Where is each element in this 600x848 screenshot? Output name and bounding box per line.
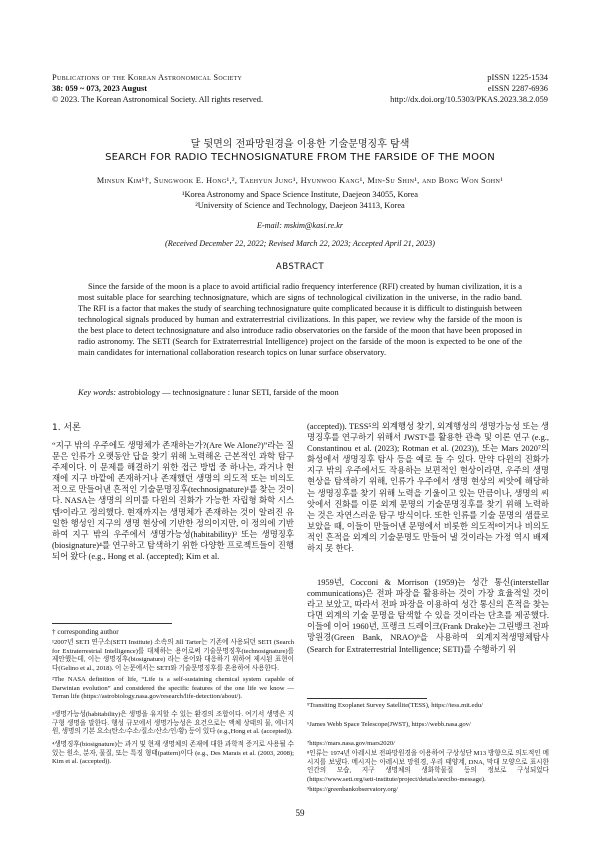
- volume-pages: 38: 059 ~ 073, 2023 August: [52, 84, 148, 93]
- author-list: Minsun Kim¹†, Sungwook E. Hong¹,², Taehyun Jung¹, Hyunwoo Kang¹, Min-Su Shin¹, and Bong Won Sohn¹: [96, 176, 504, 185]
- email: E-mail: mskim@kasi.re.kr: [256, 221, 344, 230]
- footnote-divider-right: [307, 698, 427, 699]
- footnote-5: ⁵Transiting Exoplanet Survey Satellite(TESS), https://tess.mit.edu/: [307, 702, 483, 709]
- title-english: SEARCH FOR RADIO TECHNOSIGNATURE FROM THE FARSIDE OF THE MOON: [105, 152, 495, 163]
- issn-block: [328, 72, 548, 105]
- copyright: © 2023. The Korean Astronomical Society. All rights reserved.: [52, 95, 264, 104]
- keywords-text: astrobiology — technosignature : lunar SETI, farside of the moon: [118, 388, 339, 397]
- footnote-9: ⁹https://greenbankobservatory.org/: [307, 786, 398, 793]
- abstract-heading: ABSTRACT: [275, 262, 325, 272]
- pissn: pISSN 1225-1534: [487, 73, 548, 82]
- affiliation-2: ²University of Science and Technology, Daejeon 34113, Korea: [195, 201, 405, 210]
- section-title: 1. 서론: [52, 423, 81, 433]
- eissn: eISSN 2287-6936: [487, 84, 548, 93]
- page-number: 59: [295, 808, 305, 818]
- keywords: [78, 388, 522, 397]
- footnote-8: ⁸인류는 1974년 아레시보 전파망원경을 이용하여 구상성단 M13 방향으로 의도적인 메시지를 보냈다. 메시지는 아레시보 망원경, 우리 태양계, DNA, 막대 모양으로 표시한 인간의 모습, 지구 생명체의 생화학물질 등의 정보로 구성되었다 (https://www.seti.org/seti-institute/project/details/arecibo-message).: [307, 750, 549, 783]
- footnote-1: ¹2007년 SETI 연구소(SETI Institute) 소속의 Jill Tarter는 기존에 사용되던 SETI (Search for Extraterrestrial Intelligence)를 대체하는 용어로써 기술문명징후(technosignature)를 제안했는데, 이는 생명징후(biosignature) 라는 용어와 대응하기 위하여 제시된 표현이다(Gelino et al., 2018). 이 논문에서는 SETI와 기술문명징후를 혼용하여 사용한다.: [52, 639, 294, 672]
- keywords-label: Key words:: [78, 388, 117, 397]
- corresponding-author-note: † corresponding author: [52, 628, 119, 636]
- footnote-3: ³생명가능성(habitability)은 생명을 유지할 수 있는 환경의 조합이다. 여기서 생명은 지구형 생명을 말한다. 행성 규모에서 생명가능성은 요건으로는 액체 상태의 물, 에너지원, 생명의 기본 요소(탄소/수소/질소/산소/인/황) 등이 있다 (e.g.,Hong et al. (accepted)).: [52, 711, 294, 736]
- footnote-2: ²The NASA definition of life, “Life is a self-sustaining chemical system capable of Darwinian evolution” and considered the specific features of the one life we know — Terran life (https://astrobiology.nasa.gov/research/life-detection/about/).: [52, 676, 294, 701]
- title-block: [40, 138, 560, 164]
- title-korean: 달 뒷면의 전파망원경을 이용한 기술문명징후 탐색: [190, 139, 410, 150]
- footnote-6: ⁶James Webb Space Telescope(JWST), https://webb.nasa.gov/: [307, 721, 471, 728]
- footnote-7: ⁷https://mars.nasa.gov/mars2020/: [307, 740, 396, 747]
- body-column-left: “지구 밖의 우주에도 생명체가 존재하는가?(Are We Alone?)”라는 질문은 인류가 오랫동안 답을 찾기 위해 노력해온 근본적인 과학 탐구 주제이다. 이 문제를 해결하기 위한 접근 방법 중 하나는, 과거나 현재에 지구 바깥에 존재하거나 존재했던 생명의 의도적 또는 비의도적으로 만들어낸 흔적인 기술문명징후(technosignature)¹를 찾는 것이다. NASA는 생명의 의미를 다윈의 진화가 가능한 자립형 화학 시스템²이라고 정의했다. 현재까지는 생명체가 존재하는 것이 알려진 유일한 행성인 지구의 생명 현상에 기반한 정의이지만, 이 정의에 기반하여 지구 밖의 우주에서 생명가능성(habitability)³ 또는 생명징후(biosignature)⁴를 연구하고 탐색하기 위한 다양한 프로젝트들이 진행되어 왔다 (e.g., Hong et al. (accepted); Kim et al.: [52, 441, 294, 561]
- doi-link[interactable]: http://dx.doi.org/10.5303/PKAS.2023.38.2.059: [390, 95, 548, 104]
- affiliations: [40, 189, 560, 211]
- journal-name: Publications of the Korean Astronomical Society: [52, 73, 243, 82]
- footnote-divider-left: [52, 623, 172, 624]
- abstract-body: Since the farside of the moon is a place to avoid artificial radio frequency interference (RFI) created by human civilization, it is a most suitable place for searching technosignature, which are signs of technological civilization in the universe, in the radio band. The RFI is a factor that makes the study of searching technosignature quite complicated because it is difficult to distinguish between technological signals produced by human and extraterrestrial civilizations. In this paper, we review why the farside of the moon is the best place to detect technosignature and also introduce radio observatories on the farside of the moon that have been proposed in radio astronomy. The SETI (Search for Extraterrestrial Intelligence) project on the farside of the moon is expected to be one of the main candidates for international collaboration research topics on lunar surface observatory.: [78, 282, 522, 357]
- received-dates: (Received December 22, 2022; Revised March 22, 2023; Accepted April 21, 2023): [165, 239, 435, 248]
- footnote-4: ⁴생명징후(biosignature)는 과거 및 현재 생명체의 존재에 대한 과학적 증거로 사용될 수 있는 원소, 분자, 물질, 또는 특징 형태(pattern)이다 (e.g., Des Marais et al. (2003, 2008); Kim et al. (accepted)).: [52, 741, 294, 766]
- body-column-right: (accepted)). TESS⁵의 외계행성 찾기, 외계행성의 생명가능성 또는 생명징후를 연구하기 위해서 JWST⁶를 활용한 관측 및 이론 연구 (e.g., Constantinou et al. (2023); Rotman et al. (2023)), 또는 Mars 2020⁷의 화성에서 생명징후 탐사 등을 예로 들 수 있다. 만약 다윈의 진화가 지구 밖의 우주에서도 작용하는 보편적인 현상이라면, 우주의 생명현상을 탐색하기 위해, 인류가 우주에서 생명 현상의 씨앗에 해당하는 생명징후를 찾기 위해 노력을 기울이고 있는 만큼이나, 생명의 씨앗에서 진화를 이룬 외계 문명의 기술문명징후를 찾기 위해 노력하는 것은 자연스러운 탐구 방식이다. 또한 인류를 기술 문명의 샘플로 보았을 때, 이들이 만들어낸 문명에서 비롯한 의도적⁸이거나 비의도적인 흔적을 외계의 기술문명도 만들어 낼 것이라는 가정 역시 배제하지 못 한다.: [307, 422, 549, 554]
- affiliation-1: ¹Korea Astronomy and Space Science Institute, Daejeon 34055, Korea: [181, 190, 418, 199]
- body-column-right-paragraph-2: 1959년, Cocconi & Morrison (1959)는 성간 통신(interstellar communications)은 전파 파장을 활용하는 것이 가장 효율적일 것이라고 보았고, 따라서 전파 파장을 이용하여 성간 통신의 흔적을 찾는다면 외계의 기술 문명을 탐색할 수 있을 것이라는 단초를 제공했다. 이들에 이어 1960년, 프랭크 드레이크(Frank Drake)는 그린뱅크 전파망원경(Green Bank, NRAO)⁹을 사용하여 외계지적생명체탐사(Search for Extraterrestrial Intelligence; SETI)를 수행하기 위: [307, 578, 549, 654]
